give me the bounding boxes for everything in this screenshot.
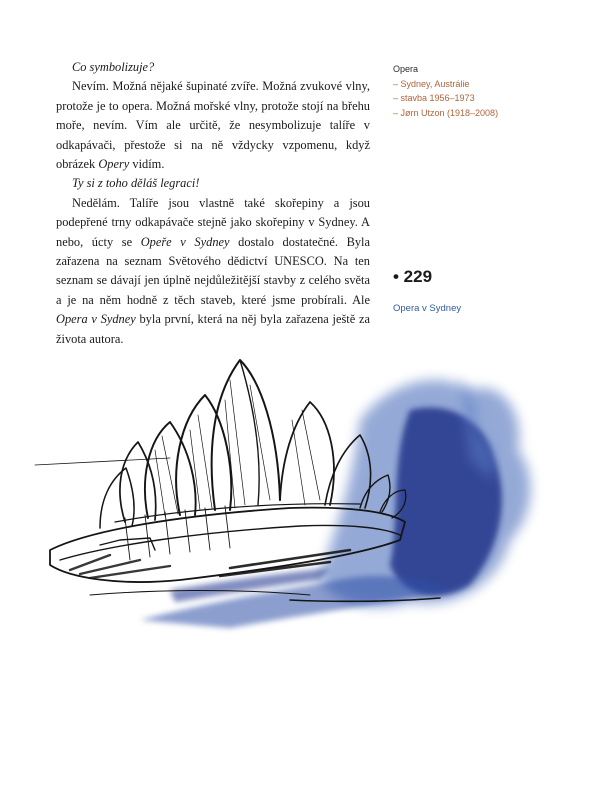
sidebar-item-location: – Sydney, Austrálie [393,78,470,89]
answer-text-end: vidím. [132,157,165,172]
sidebar-item-architect: – Jørn Utzon (1918–2008) [393,107,499,118]
question-paragraph-2: Ty si z toho děláš legraci! [72,176,200,191]
answer-text: Nevím. Možná nějaké šupinaté zvíře. Možná zvukové vlny, protože je to opera. Možná mořské vlny, protože stojí na břehu moře, nevím. Vím ale určitě, že nesymbolizuje talíře v odkapávači, přestože si na ně vždycky vzpomenu, když obrázek [56,79,370,172]
page-number: • 229 [393,267,433,286]
answer2-emphasis-2: Opera v Sydney [56,312,136,327]
sidebar-item-construction: – stavba 1956–1973 [393,93,475,103]
answer2-text-c: byla první, která na něj byla zařazena ještě za života autora. [56,312,370,346]
answer2-text-b: dostalo dostatečné. Byla zařazena na seznam Světového dědictví UNESCO. Na ten seznam se dávají jen úplně nejdůležitější stavby z celého světa a je na něm hodně z těch staveb, které jsme probírali. Ale [56,234,370,307]
answer2-emphasis-1: Opeře v Sydney [140,234,230,249]
question-paragraph: Co symbolizuje? [72,60,155,74]
illustration-caption: Opera v Sydney [393,303,462,314]
sidebar-facts [393,62,563,120]
sydney-opera-sketch [30,340,570,640]
answer-paragraph-2 [56,194,370,349]
sidebar-title: Opera [393,64,419,74]
answer2-text-a: Nedělám. Talíře jsou vlastně také skořepiny a jsou podepřené trny odkapávače stejně jako skořepiny v Sydney. A nebo, úcty se [56,195,370,249]
answer-paragraph [56,77,370,174]
answer-emphasis: Opery [98,157,130,172]
main-text-column [56,58,370,349]
